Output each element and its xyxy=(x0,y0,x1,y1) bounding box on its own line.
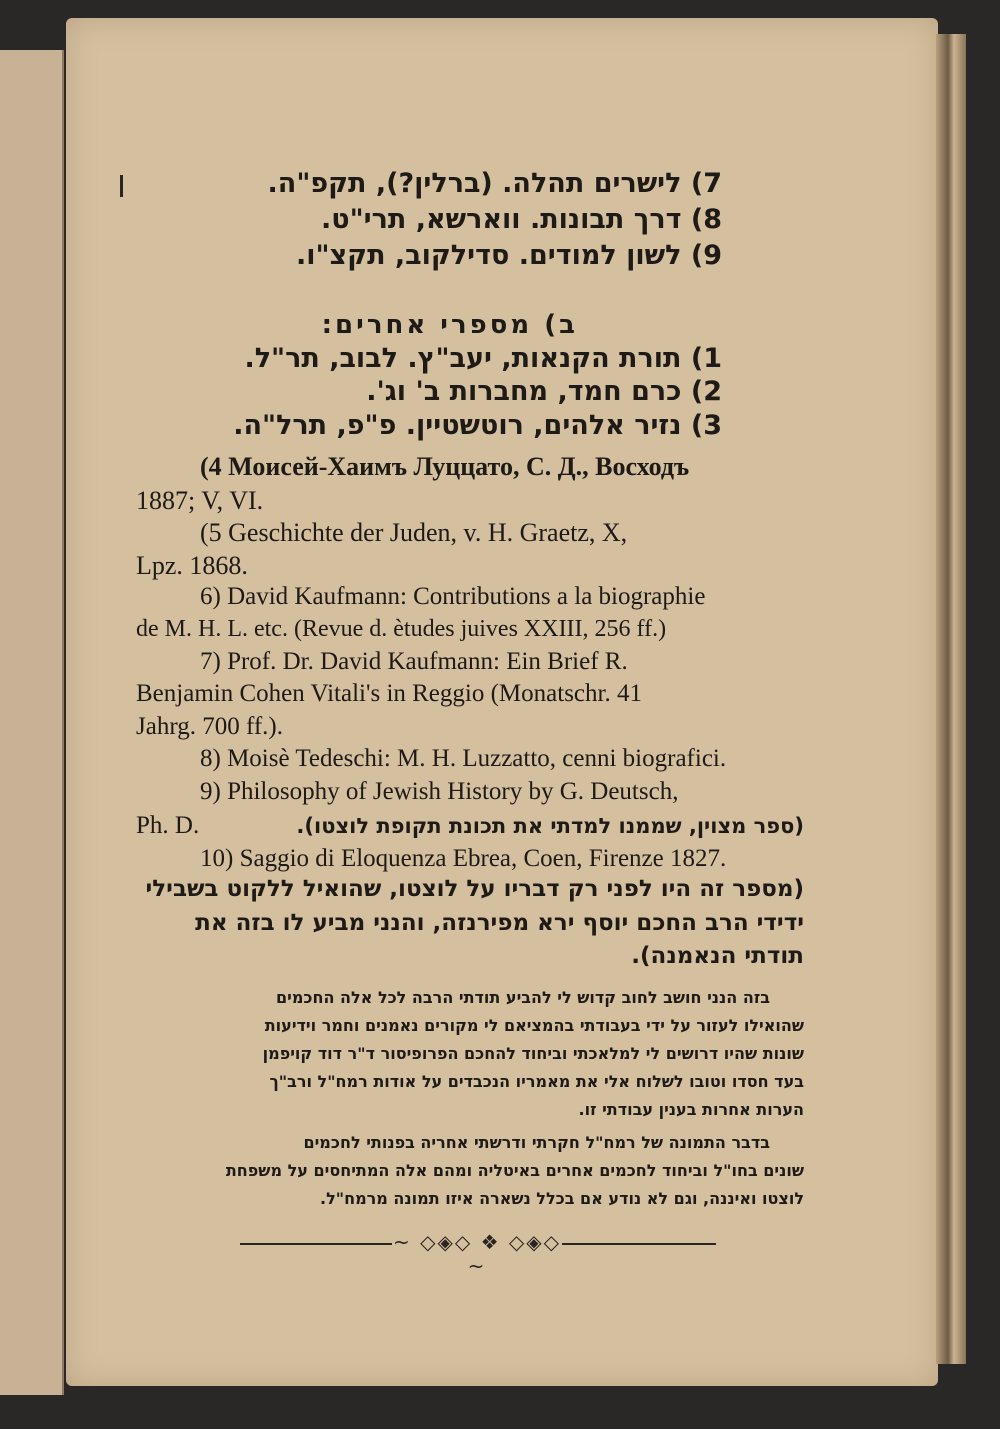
ref-4-line-2: 1887; V, VI. xyxy=(136,486,264,515)
hebrew-work-7: 7) לישרים תהלה. (ברלין?), תקפ"ה. xyxy=(267,168,722,199)
ref-6-line-2: de M. H. L. etc. (Revue d. ètudes juives XXIII, 256 ff.) xyxy=(136,616,667,642)
margin-mark xyxy=(120,175,123,197)
acknowledgement-line-3: שונות שהיו דרושים לי למלאכתי וביחוד להחכם הפרופיסור ד"ר דוד קויפמן xyxy=(262,1044,804,1063)
acknowledgement-line-4: בעד חסדו וטובו לשלוח אלי את מאמריו הנכבדים על אודות רמח"ל ורב"ך xyxy=(269,1072,804,1091)
acknowledgement-line-2: שהואילו לעזור על ידי בעבודתי בהמציאם לי מקורים נאמנים וחמר וידיעות xyxy=(264,1016,804,1035)
ref-9-hebrew-note: (ספר מצוין, שממנו למדתי את תכונת תקופת לוצטו). xyxy=(296,814,804,838)
ref-10-hebrew-line-3: תודתי הנאמנה). xyxy=(631,943,804,969)
ref-7-line-1: 7) Prof. Dr. David Kaufmann: Ein Brief R. xyxy=(200,648,628,675)
others-heading: ב) מספרי אחרים: xyxy=(321,310,578,340)
portrait-note-line-2: שונים בחו"ל וביחוד לחכמים אחרים באיטליה ומהם אלה המתיחסים על משפחת xyxy=(225,1161,804,1180)
ornament-rule-right xyxy=(562,1243,716,1245)
ref-9-line-1: 9) Philosophy of Jewish History by G. Deutsch, xyxy=(200,778,679,805)
portrait-note-line-1: בדבר התמונה של רמח"ל חקרתי ודרשתי אחריה בפנותי לחכמים xyxy=(303,1133,770,1152)
other-work-2: 2) כרם חמד, מחברות ב' וג'. xyxy=(366,376,722,407)
ref-10-hebrew-line-2: ידידי הרב החכם יוסף ירא מפירנזה, והנני מביע לו בזה את xyxy=(195,910,804,936)
ornament-center: ~ ◇◈◇ ❖ ◇◈◇ ~ xyxy=(392,1230,562,1278)
ref-7-line-2: Benjamin Cohen Vitali's in Reggio (Monatschr. 41 xyxy=(136,680,642,707)
ref-9-line-2: Ph. D. xyxy=(136,812,200,839)
other-work-3: 3) נזיר אלהים, רוטשטיין. פ"פ, תרל"ה. xyxy=(233,410,722,441)
hebrew-work-9: 9) לשון למודים. סדילקוב, תקצ"ו. xyxy=(295,240,722,271)
acknowledgement-line-1: בזה הנני חושב לחוב קדוש לי להביע תודתי הרבה לכל אלה החכמים xyxy=(276,988,770,1007)
ref-10-hebrew-line-1: (מספר זה היו לפני רק דבריו על לוצטו, שהואיל ללקוט בשבילי xyxy=(145,876,804,902)
ref-5-line-1: (5 Geschichte der Juden, v. H. Graetz, X, xyxy=(200,518,628,547)
portrait-note-line-3: לוצטו ואיננה, וגם לא נודע אם בכלל נשארה איזו תמונה מרמח"ל. xyxy=(319,1189,804,1208)
page-edges xyxy=(936,34,966,1364)
hebrew-work-8: 8) דרך תבונות. ווארשא, תרי"ט. xyxy=(321,204,722,235)
acknowledgement-line-5: הערות אחרות בענין עבודתי זו. xyxy=(578,1100,804,1119)
ref-6-line-1: 6) David Kaufmann: Contributions a la biographie xyxy=(200,583,706,610)
ref-8: 8) Moisè Tedeschi: M. H. Luzzatto, cenni biografici. xyxy=(200,745,727,772)
ref-7-line-3: Jahrg. 700 ff.). xyxy=(136,713,283,740)
other-work-1: 1) תורת הקנאות, יעב"ץ. לבוב, תר"ל. xyxy=(244,343,722,374)
ref-10-line-1: 10) Saggio di Eloquenza Ebrea, Coen, Firenze 1827. xyxy=(200,845,727,872)
ornament-rule-left xyxy=(240,1243,392,1245)
ref-4-line-1: (4 Моисей-Хаимъ Луццато, С. Д., Восходъ xyxy=(200,452,690,481)
adjacent-page xyxy=(0,50,64,1395)
ref-5-line-2: Lpz. 1868. xyxy=(136,551,248,580)
